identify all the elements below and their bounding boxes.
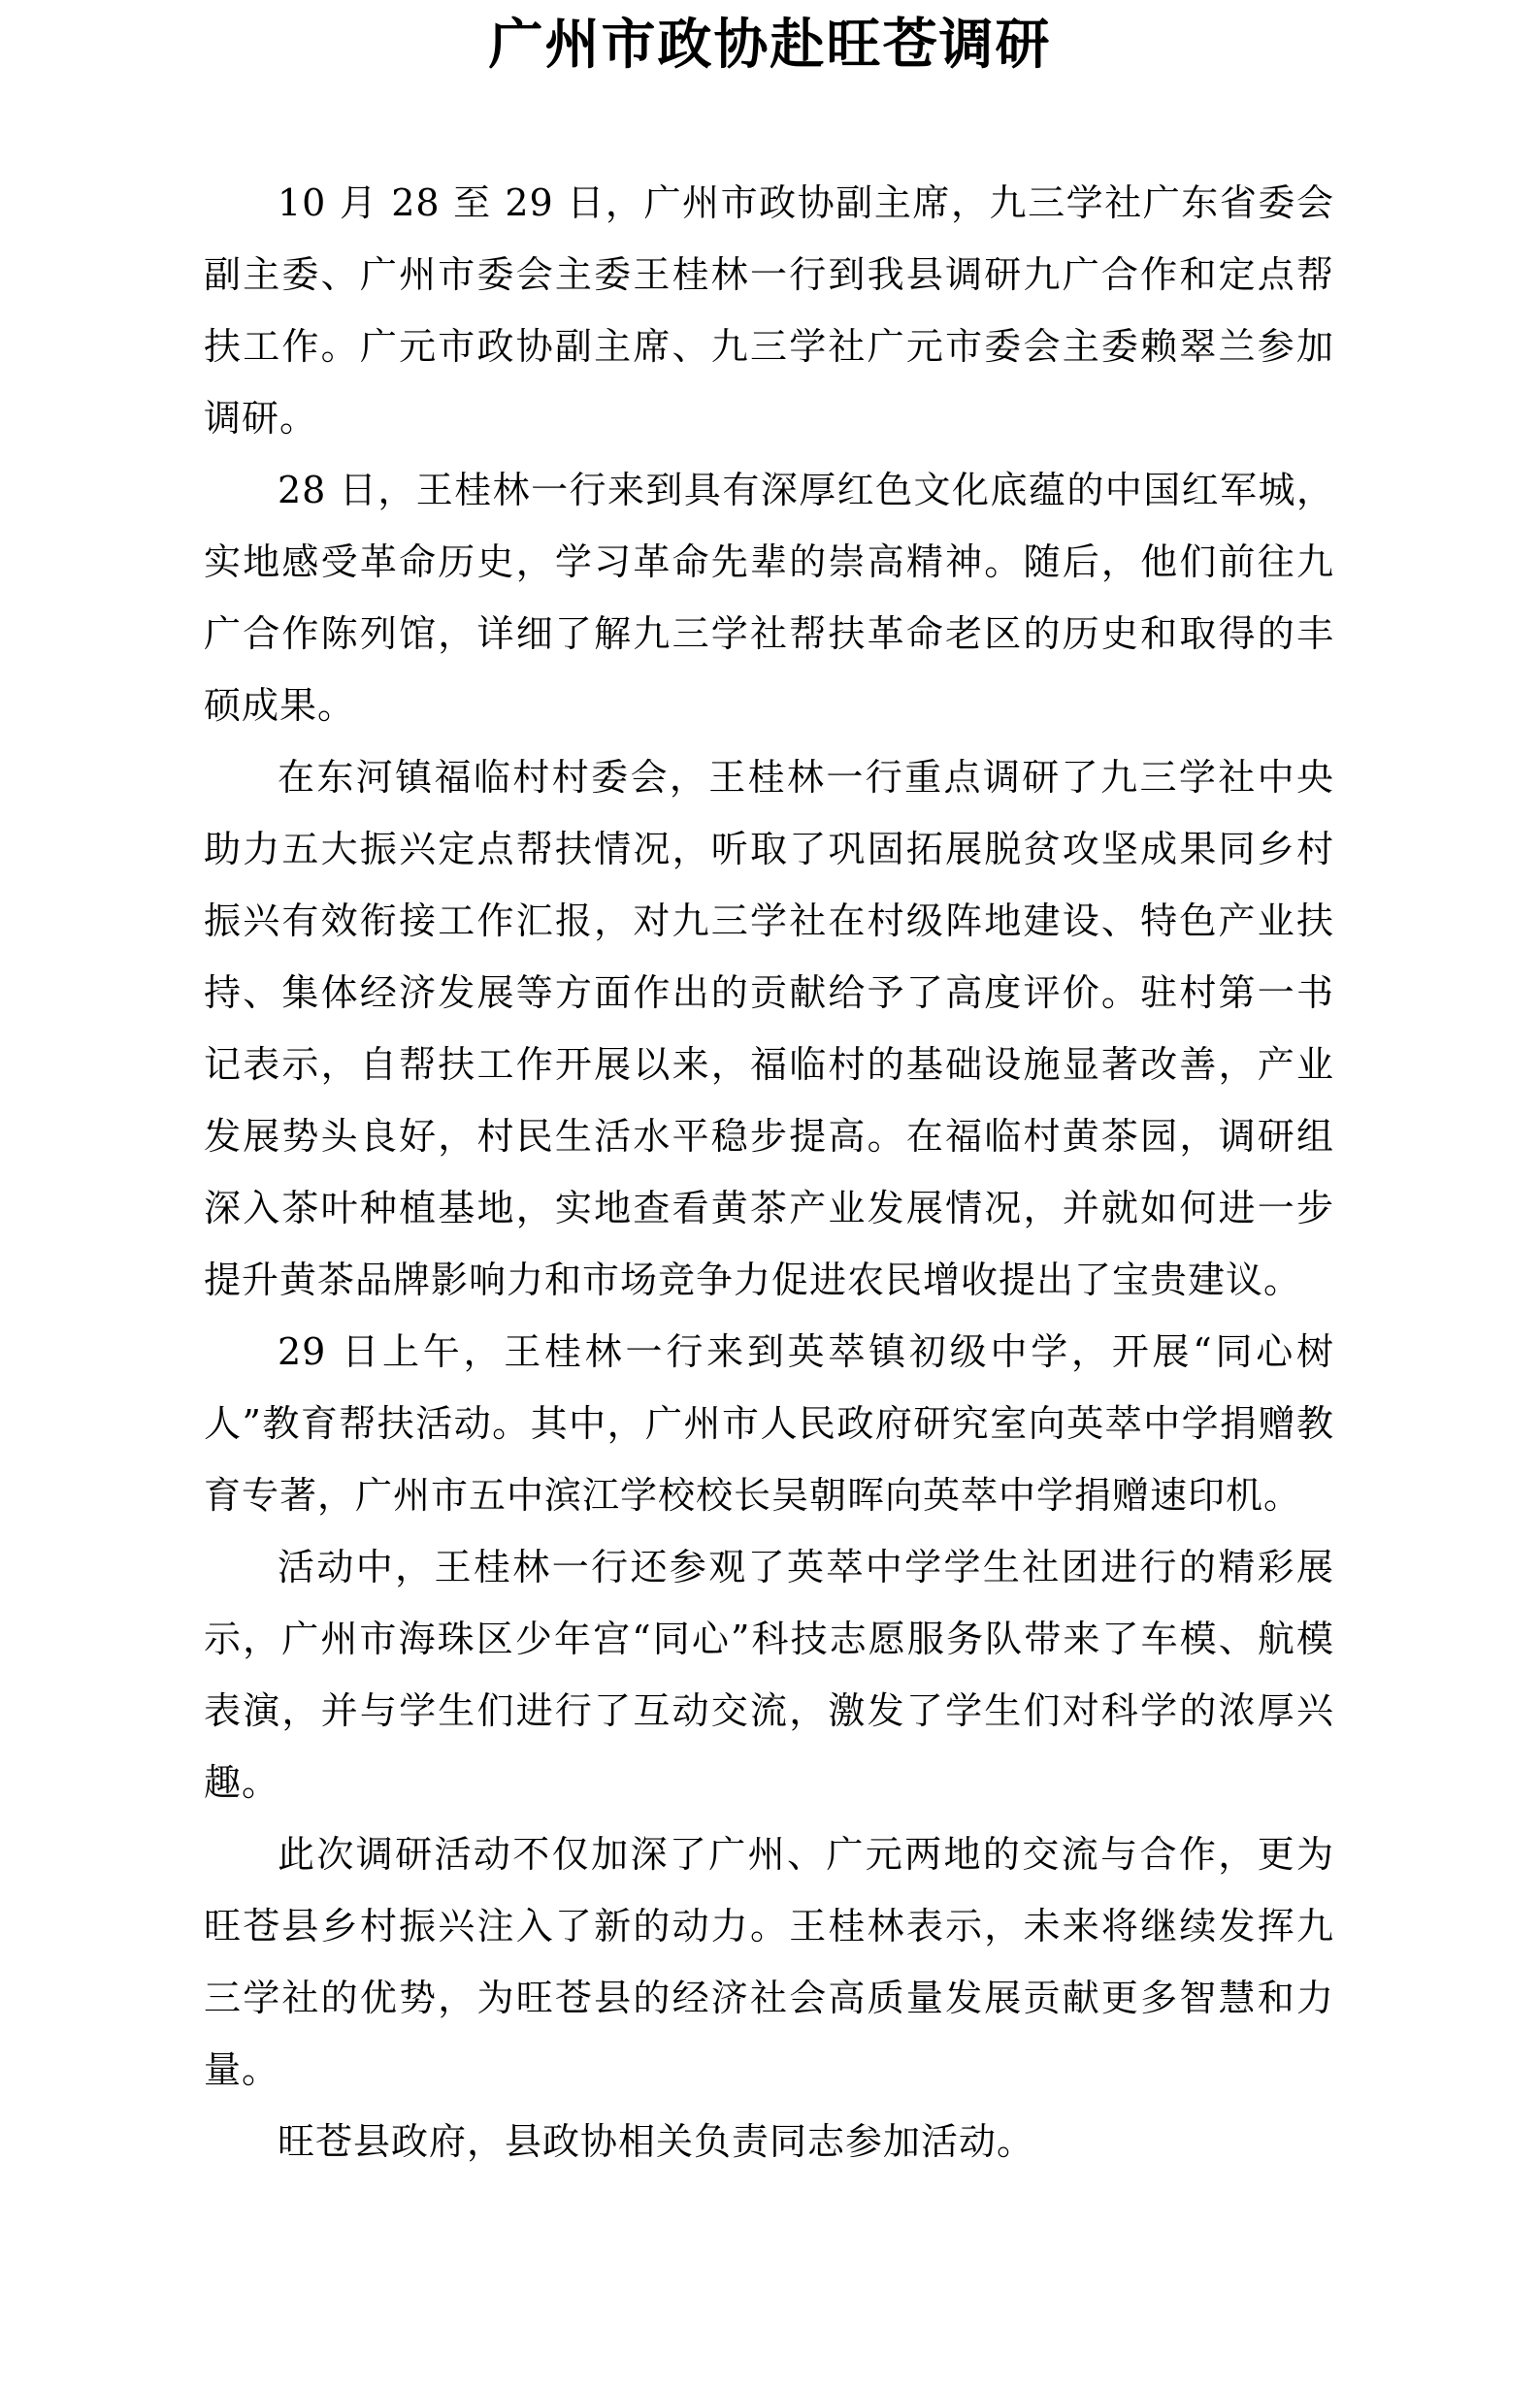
- paragraph: 活动中，王桂林一行还参观了英萃中学学生社团进行的精彩展示，广州市海珠区少年宫“同心”科技志愿服务队带来了车模、航模表演，并与学生们进行了互动交流，激发了学生们对科学的浓厚兴趣。: [204, 1546, 1334, 1804]
- paragraph: 29 日上午，王桂林一行来到英萃镇初级中学，开展“同心树人”教育帮扶活动。其中，广州市人民政府研究室向英萃中学捐赠教育专著，广州市五中滨江学校校长吴朝晖向英萃中学捐赠速印机。: [204, 1330, 1334, 1517]
- paragraph: 旺苍县政府，县政协相关负责同志参加活动。: [278, 2120, 1035, 2163]
- article-title: 广州市政协赴旺苍调研: [488, 13, 1052, 77]
- article-body: [204, 167, 1334, 2177]
- paragraph: 在东河镇福临村村委会，王桂林一行重点调研了九三学社中央助力五大振兴定点帮扶情况，听取了巩固拓展脱贫攻坚成果同乡村振兴有效衔接工作汇报，对九三学社在村级阵地建设、特色产业扶持、集体经济发展等方面作出的贡献给予了高度评价。驻村第一书记表示，自帮扶工作开展以来，福临村的基础设施显著改善，产业发展势头良好，村民生活水平稳步提高。在福临村黄茶园，调研组深入茶叶种植基地，实地查看黄茶产业发展情况，并就如何进一步提升黄茶品牌影响力和市场竞争力促进农民增收提出了宝贵建议。: [204, 756, 1334, 1301]
- paragraph: 10 月 28 至 29 日，广州市政协副主席，九三学社广东省委会副主委、广州市委会主委王桂林一行到我县调研九广合作和定点帮扶工作。广元市政协副主席、九三学社广元市委会主委赖翠兰参加调研。: [204, 181, 1334, 440]
- paragraph: 28 日，王桂林一行来到具有深厚红色文化底蕴的中国红军城，实地感受革命历史，学习革命先辈的崇高精神。随后，他们前往九广合作陈列馆，详细了解九三学社帮扶革命老区的历史和取得的丰硕成果。: [204, 469, 1334, 727]
- paragraph: 此次调研活动不仅加深了广州、广元两地的交流与合作，更为旺苍县乡村振兴注入了新的动力。王桂林表示，未来将继续发挥九三学社的优势，为旺苍县的经济社会高质量发展贡献更多智慧和力量。: [204, 1833, 1334, 2091]
